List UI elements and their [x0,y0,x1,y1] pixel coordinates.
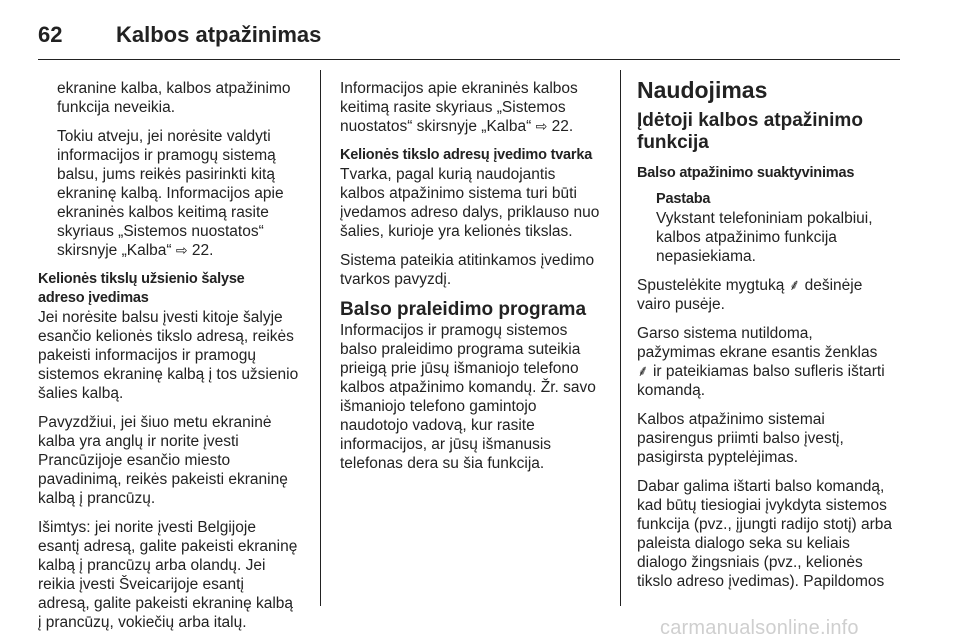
paragraph: Kalbos atpažinimo sistemai pasirengus priimti balso įvestį, pasigirsta pyptelėjimas. [637,411,844,466]
page-reference-arrow-icon: ⇨ [175,242,188,258]
paragraph: Sistema pateikia atitinkamos įvedimo tvarkos pavyzdį. [340,252,595,288]
paragraph [38,79,313,117]
paragraph: Pavyzdžiui, jei šiuo metu ekraninė kalba yra anglų ir norite įvesti Prancūzijoje esančio miesto pavadinimą, reikės pakeisti ekraninę kalbą į prancūzų. [38,414,288,507]
page-header [38,22,900,52]
column-3 [637,76,907,601]
page-title: Kalbos atpažinimas [116,22,322,47]
text-line: skyriaus „Sistemos nuostatos“ [57,223,264,240]
note-title: Pastaba [656,191,711,207]
voice-button-icon: ⸙ [637,363,649,380]
paragraph: Garso sistema nutildoma, pažymimas ekrane esantis ženklas ⸙ ir pateikiamas balso sufleris ištarti komandą. [637,325,885,399]
paragraph: Išimtys: jei norite įvesti Belgijoje esantį adresą, galite pakeisti ekraninę kalbą į prancūzų arba olandų. Jei reikia įvesti Šveicarijoje esantį adresą, galite pakeisti ekraninę kalbą į prancūzų, vokiečių arba italų. [38,519,298,631]
paragraph: Dabar galima ištarti balso komandą, kad būtų tiesiogiai įvykdyta sistemos funkcija (pvz., įjungti radijo stotį) arba paleista dialogo seka su keliais dialogo žingsniais (pvz., kelionės tikslo adreso įvedimas). Papildomos [637,478,893,590]
page-reference-arrow-icon: ⇨ [535,118,548,134]
paragraph: Informacijos apie ekraninės kalbos keitimą rasite skyriaus „Sistemos nuostatos“ skirsnyje „Kalba“ ⇨ 22. [340,80,578,135]
section-heading: Įdėtoji kalbos atpažinimo funkcija [637,110,863,153]
paragraph: Informacijos ir pramogų sistemos balso praleidimo programa suteikia prieigą prie jūsų išmaniojo telefono kalbos atpažinimo komandų. Žr. savo išmaniojo telefono gamintojo naudotojo vadovą, kur rasite informacijos, ar jūsų išmanusis telefonas dera su šia funkcija. [340,322,596,472]
text-line: informacijos ir pramogų sistemą [57,147,276,164]
paragraph: Tvarka, pagal kurią naudojantis kalbos atpažinimo sistema turi būti įvedamos adreso dalys, priklauso nuo šalies, kurioje yra kelionės tikslas. [340,166,600,240]
voice-button-icon: ⸙ [788,277,801,294]
watermark: carmanualsonline.info [660,617,859,639]
paragraph [38,127,313,260]
text-line: balsu, jums reikės pasirinkti kitą [57,166,275,183]
note-box: Pastaba Vykstant telefoniniam pokalbiui, kalbos atpažinimo funkcija nepasiekiama. [656,191,873,265]
section-heading: Balso praleidimo programa [340,299,587,320]
header-divider [38,59,900,60]
cross-reference[interactable]: skirsnyje „Kalba“ ⇨ 22. [57,242,214,259]
column-2 [340,79,612,483]
section-subheading: Kelionės tikslų užsienio šalyse adreso įvedimas [38,271,245,306]
cross-reference[interactable]: nuostatos“ skirsnyje „Kalba“ ⇨ 22. [340,118,574,135]
text-line: Tokiu atveju, jei norėsite valdyti [57,128,271,145]
section-subheading: Kelionės tikslo adresų įvedimo tvarka [340,147,593,163]
paragraph: Jei norėsite balsu įvesti kitoje šalyje esančio kelionės tikslo adresą, reikės pakeisti informacijos ir pramogų sistemos ekraninę kalbą į tos užsienio šalies kalbą. [38,309,299,402]
text-line: ekranine kalba, kalbos atpažinimo [57,80,291,97]
text-line: funkcija neveikia. [57,99,176,116]
paragraph: Spustelėkite mygtuką ⸙ dešinėje vairo pusėje. [637,277,863,313]
text-line: ekraninę kalbą. Informacijos apie [57,185,284,202]
column-divider-1 [320,70,321,606]
column-divider-2 [620,70,621,606]
chapter-heading: Naudojimas [637,77,768,103]
column-1 [38,79,313,642]
page-number: 62 [38,22,63,47]
text-line: ekraninės kalbos keitimą rasite [57,204,269,221]
section-subheading: Balso atpažinimo suaktyvinimas [637,165,855,181]
